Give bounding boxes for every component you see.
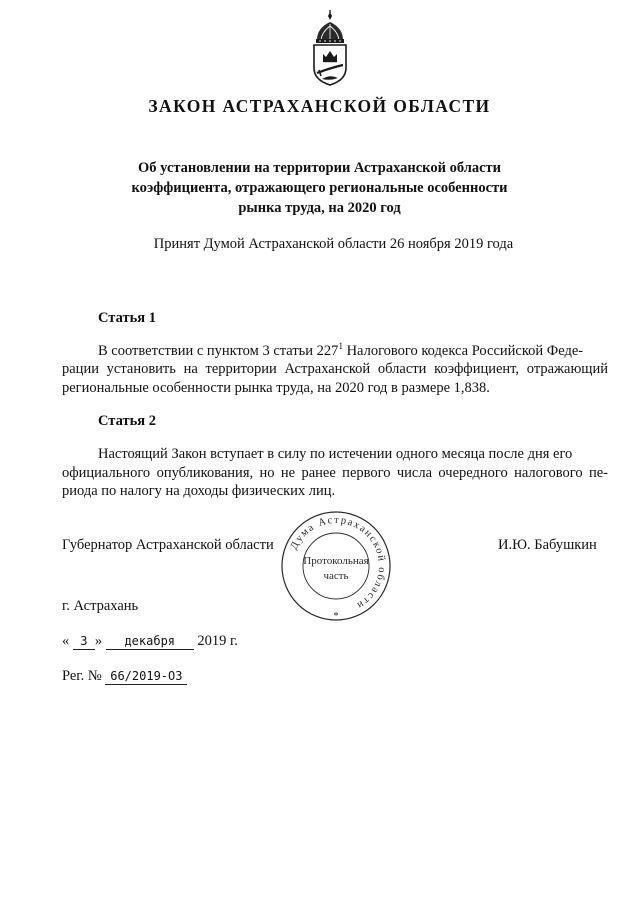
date-close-quote: » [94, 633, 103, 649]
subject-line-3: рынка труда, на 2020 год [238, 200, 401, 216]
registration-value: 66/2019-ОЗ [105, 669, 187, 685]
governor-position: Губернатор Астраханской области [62, 537, 274, 553]
stamp-star-icon: * [333, 611, 339, 622]
article-1-heading: Статья 1 [98, 310, 156, 326]
article-1-superscript: 1 [338, 341, 343, 352]
signing-date [62, 633, 238, 650]
registration-label: Рег. № [62, 668, 102, 684]
adoption-note: Принят Думой Астраханской области 26 ноября 2019 года [153, 236, 514, 252]
date-month: декабря [106, 634, 194, 650]
article-1-line-2: рации установить на территории Астраханской области коэффициент, отражающий [62, 361, 608, 377]
law-title: ЗАКОН АСТРАХАНСКОЙ ОБЛАСТИ [148, 96, 491, 116]
article-1-line-3: региональные особенности рынка труда, на 2020 год в размере 1,838. [62, 380, 490, 396]
date-year: 2019 г. [197, 633, 238, 649]
registration-number [62, 668, 187, 685]
article-2-heading: Статья 2 [98, 413, 156, 429]
subject-line-1: Об установлении на территории Астраханской области [137, 160, 502, 176]
article-1-line-1-tail: Налогового кодекса Российской Феде- [342, 343, 584, 359]
article-2-line-3: риода по налогу на доходы физических лиц. [62, 483, 336, 499]
governor-name: И.Ю. Бабушкин [498, 537, 597, 553]
stamp-ring-text: Дума Астраханской области [288, 514, 388, 612]
stamp-center-line-2: часть [323, 570, 349, 582]
article-1-line-1-text: В соответствии с пунктом 3 статьи 227 [98, 343, 339, 359]
article-1-line-1 [98, 343, 583, 360]
place-of-signing: г. Астрахань [62, 598, 139, 614]
astrakhan-coat-of-arms-icon [305, 10, 355, 86]
subject-line-2: коэффициента, отражающего региональные особенности [131, 180, 508, 196]
article-2-line-2: официального опубликования, но не ранее первого числа очередного налогового пе- [62, 465, 608, 481]
law-subject [0, 158, 639, 218]
article-2-line-1: Настоящий Закон вступает в силу по истечении одного месяца после дня его [98, 446, 573, 462]
stamp-center-line-1: Протокольная [303, 555, 369, 567]
date-open-quote: « [62, 633, 70, 649]
date-day: 3 [73, 634, 95, 650]
official-stamp [279, 509, 393, 623]
